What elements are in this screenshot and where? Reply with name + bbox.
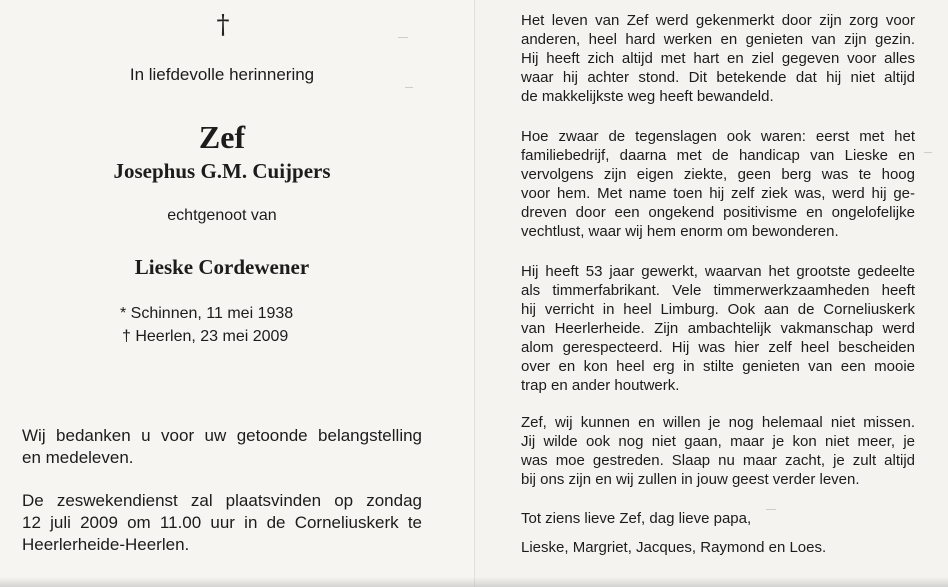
tribute-paragraph-1 [521, 11, 915, 106]
scan-mark [924, 152, 932, 153]
paragraph-line: bij ons zijn en wij zullen in jouw geest verder leven. [521, 471, 860, 488]
paragraph-line: hij verricht in heel Limburg. Ook aan de Corneliuskerk [521, 301, 915, 318]
paragraph-line: anderen, heel hard werken en genieten van zijn gezin. [521, 31, 915, 48]
deceased-full-name: Josephus G.M. Cuijpers [113, 159, 331, 183]
paragraph-line: Hij heeft 53 jaar gewerkt, waarvan het grootste gedeelte [521, 263, 915, 280]
paragraph-line: familiebedrijf, daarna met de handicap van Lieske en [521, 147, 915, 164]
paragraph-line: Zef, wij kunnen en willen je nog helemaal niet missen. [521, 414, 915, 431]
birth-date: * Schinnen, 11 mei 1938 [120, 305, 294, 322]
deceased-first-name: Zef [198, 119, 246, 155]
memory-heading: In liefdevolle herinnering [129, 65, 315, 84]
scan-mark [398, 37, 408, 38]
paragraph-line: vervolgens zijn eigen ziekte, geen berg was te hoog [521, 166, 915, 183]
paragraph-line: Jij wilde ook nog niet gaan, maar je kon niet meer, je [521, 433, 915, 450]
tribute-paragraph-4 [521, 413, 915, 489]
paragraph-line: alom gerespecteerd. Hij was hier zelf heel bescheiden [521, 339, 915, 356]
paragraph-line: Hoe zwaar de tegenslagen ook waren: eerst met het [521, 128, 915, 145]
card-fold-line [474, 0, 475, 587]
paragraph-line: Hij heeft zich altijd met hart en ziel gegeven voor alles [521, 50, 915, 67]
paragraph-line: Het leven van Zef werd gekenmerkt door zijn zorg voor [521, 12, 915, 29]
death-date: † Heerlen, 23 mei 2009 [122, 328, 289, 345]
paragraph-line: de makkelijkste weg heeft bewandeld. [521, 88, 774, 105]
signatories-line: Lieske, Margriet, Jacques, Raymond en Loes. [521, 539, 827, 556]
thanks-line: en medeleven. [22, 448, 134, 467]
paragraph-line: voor hem. Met name toen hij zelf ziek was, werd hij ge- [521, 185, 915, 202]
paragraph-line: als timmerfabrikant. Vele timmerwerkzaamheden heeft [521, 282, 915, 299]
spouse-label: echtgenoot van [167, 207, 277, 224]
service-line: 12 juli 2009 om 11.00 uur in de Corneliuskerk te [22, 513, 422, 532]
scan-mark [405, 87, 413, 88]
scan-edge-shadow [0, 577, 948, 587]
paragraph-line: vechtlust, waar wij hem enorm om bewonderen. [521, 223, 839, 240]
thanks-line: Wij bedanken u voor uw getoonde belangstelling [22, 426, 422, 445]
paragraph-line: was moe gestreden. Slaap nu maar zacht, je zult altijd [521, 452, 915, 469]
thanks-paragraph [22, 425, 422, 469]
farewell-line: Tot ziens lieve Zef, dag lieve papa, [521, 510, 752, 527]
spouse-name: Lieske Cordewener [134, 255, 310, 279]
paragraph-line: dreven door een ongekend positivisme en ongelofelijke [521, 204, 915, 221]
paragraph-line: waar hij achter stond. Dit betekende dat hij niet altijd [521, 69, 915, 86]
service-line: De zeswekendienst zal plaatsvinden op zondag [22, 491, 422, 510]
paragraph-line: van Heerlerheide. Zijn ambachtelijk vakmanschap werd [521, 320, 915, 337]
service-paragraph [22, 490, 422, 556]
service-line: Heerlerheide-Heerlen. [22, 535, 190, 554]
tribute-paragraph-3 [521, 262, 915, 395]
paragraph-line: over en kon heel erg in stilte genieten van een mooie [521, 358, 915, 375]
cross-icon: † [216, 10, 230, 40]
tribute-paragraph-2 [521, 127, 915, 241]
paragraph-line: trap en ander houtwerk. [521, 377, 680, 394]
